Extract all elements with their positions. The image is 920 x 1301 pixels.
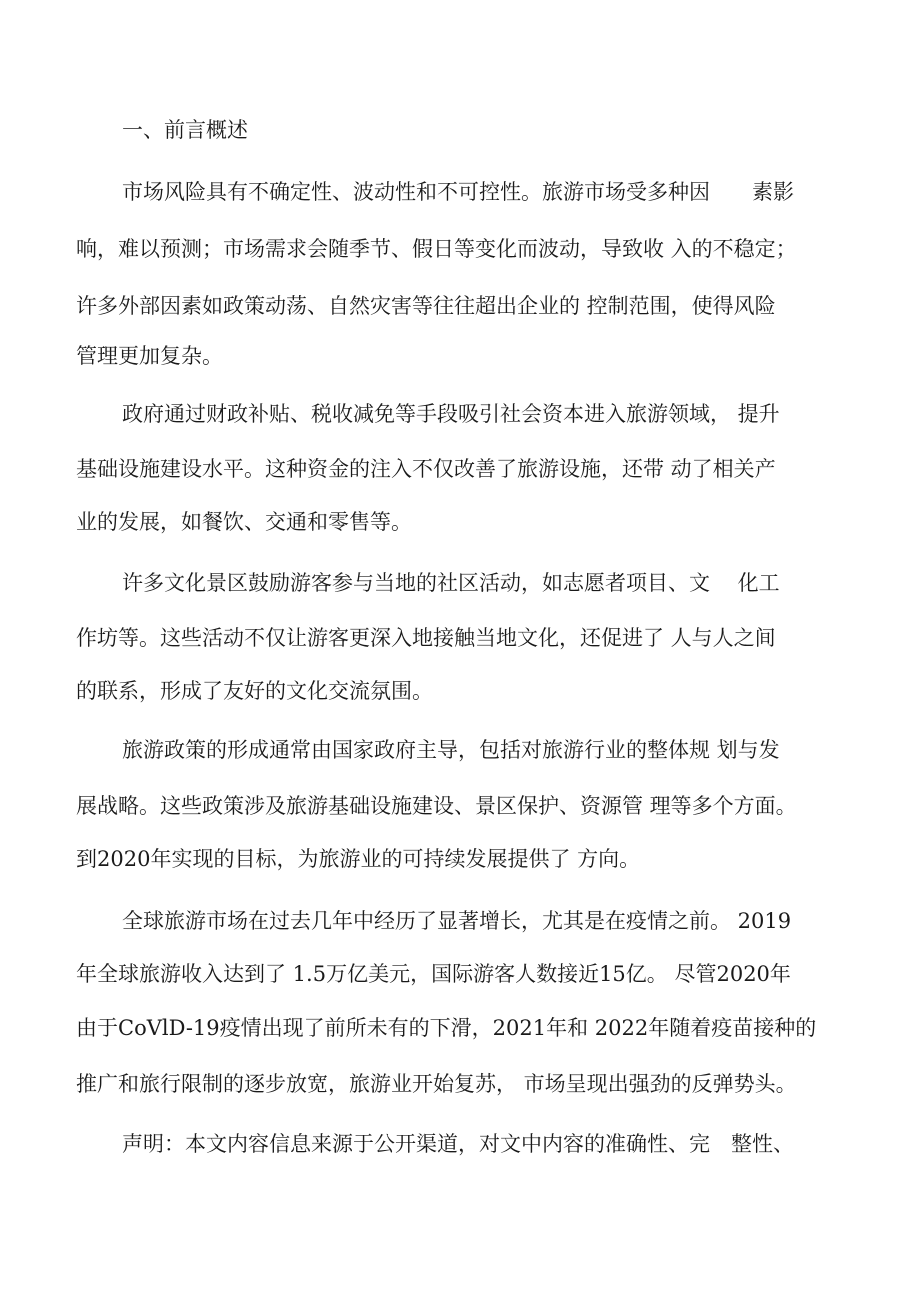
paragraph-1-line-4: 管理更加复杂。 [76,344,223,368]
paragraph-4-line-1: 旅游政策的形成通常由国家政府主导，包括对旅游行业的整体规 划与发 [122,738,780,762]
paragraph-2-line-1: 政府通过财政补贴、税收减免等手段吸引社会资本进入旅游领域， 提升 [122,402,780,426]
paragraph-2-line-2: 基础设施建设水平。这种资金的注入不仅改善了旅游设施，还带 动了相关产 [76,457,776,481]
paragraph-6-line-1: 声明：本文内容信息来源于公开渠道，对文中内容的准确性、完 整性、 [122,1132,794,1156]
paragraph-3-line-1: 许多文化景区鼓励游客参与当地的社区活动，如志愿者项目、文 化工 [122,571,780,595]
paragraph-1-line-2: 响，难以预测；市场需求会随季节、假日等变化而波动，导致收 入的不稳定； [76,237,797,261]
paragraph-1-line-1: 市场风险具有不确定性、波动性和不可控性。旅游市场受多种因 素影 [122,180,794,204]
paragraph-4-line-2: 展战略。这些政策涉及旅游基础设施建设、景区保护、资源管 理等多个方面。 [76,794,797,818]
paragraph-3-line-2: 作坊等。这些活动不仅让游客更深入地接触当地文化，还促进了 人与人之间 [76,626,776,650]
section-heading: 一、前言概述 [122,118,248,142]
paragraph-5-line-1: 全球旅游市场在过去几年中经历了显著增长，尤其是在疫情之前。 2019 [122,909,792,933]
paragraph-1-line-3: 许多外部因素如政策动荡、自然灾害等往往超出企业的 控制范围，使得风险 [76,294,776,318]
paragraph-3-line-3: 的联系，形成了友好的文化交流氛围。 [76,679,433,703]
paragraph-5-line-4: 推广和旅行限制的逐步放宽，旅游业开始复苏， 市场呈现出强劲的反弹势头。 [76,1072,797,1096]
paragraph-5-line-3: 由于CoVlD-19疫情出现了前所未有的下滑，2021年和 2022年随着疫苗接种的 [76,1016,817,1040]
paragraph-5-line-2: 年全球旅游收入达到了 1.5万亿美元，国际游客人数接近15亿。 尽管2020年 [76,962,791,986]
paragraph-2-line-3: 业的发展，如餐饮、交通和零售等。 [76,510,412,534]
paragraph-4-line-3: 到2020年实现的目标，为旅游业的可持续发展提供了 方向。 [76,847,641,871]
